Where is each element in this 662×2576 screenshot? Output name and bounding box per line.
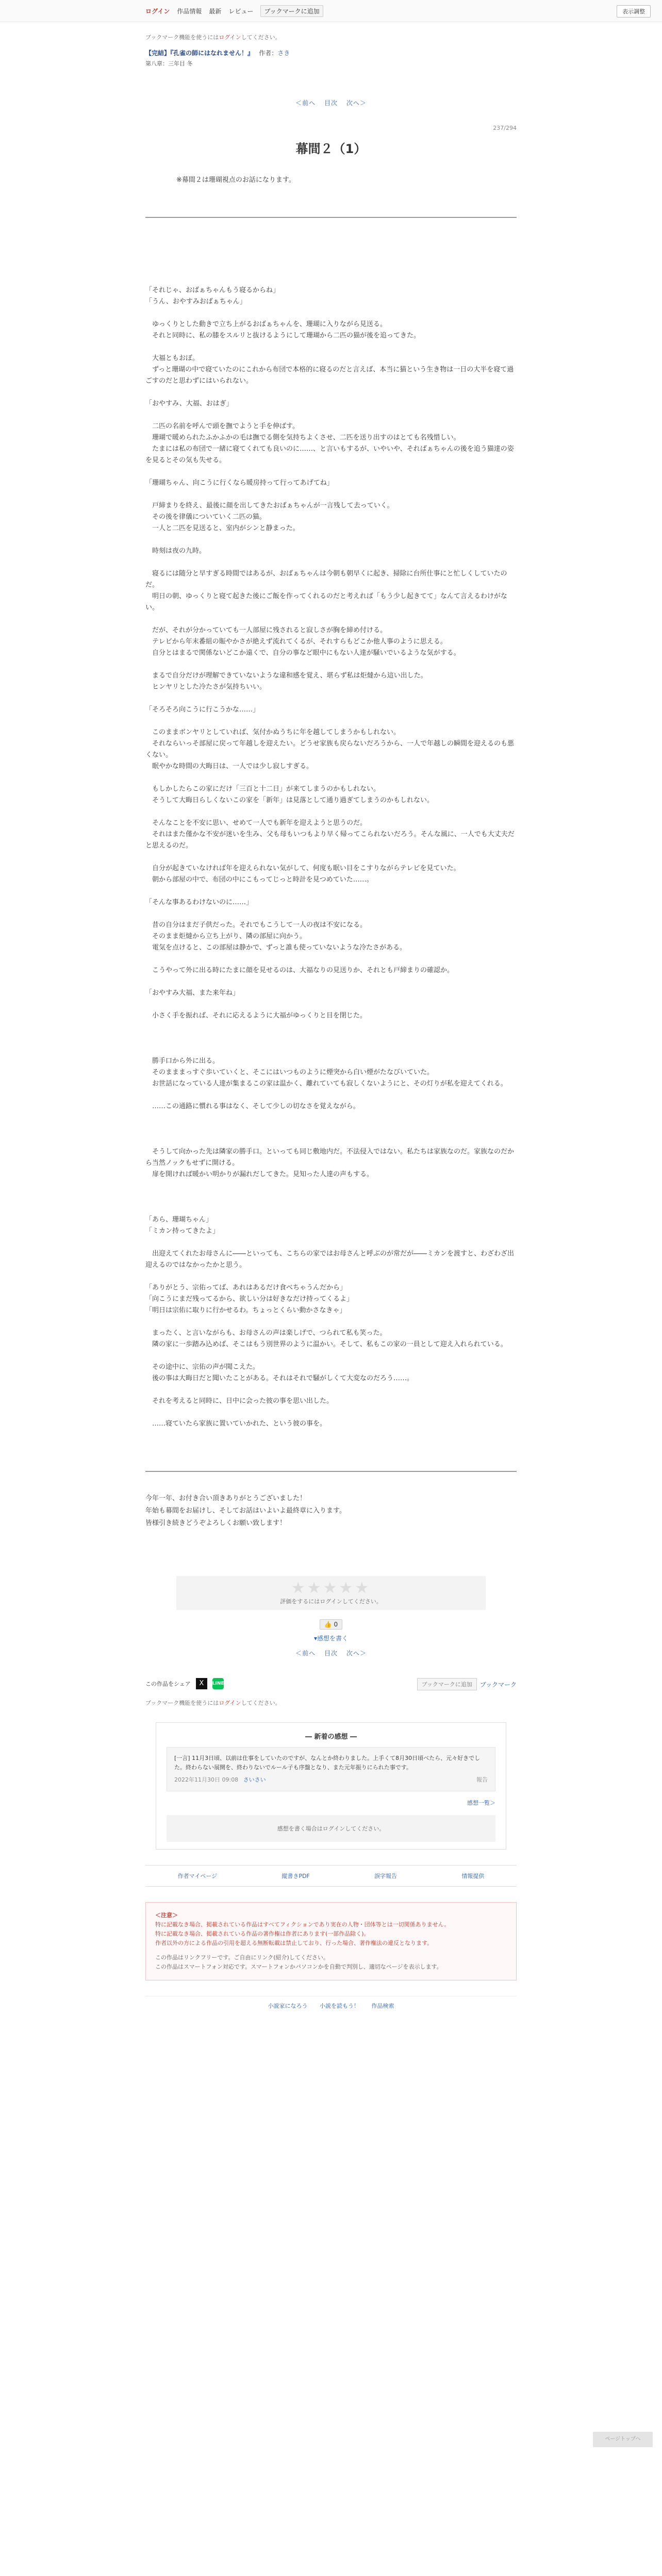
main-content — [145, 0, 517, 2010]
review-date: 2022年11月30日 09:08 — [174, 1776, 239, 1783]
preface: ※幕間２は珊瑚視点のお話になります。 — [176, 176, 295, 184]
novel-body: 「それじゃ、おばぁちゃんもう寝るからね」 「うん、おやすみおばぁちゃん」 ゆっくりとした動きで立ち上がるおばぁちゃんを、珊瑚に入りながら見送る。 それと同時に、私の膝をスルリと抜けるようにして珊瑚から二匹の猫が後を追ってきた。 大福ともおぼ。 ずっと珊瑚の中で寝ていたのにこれから布団で本格的に寝るのだと言えば、本当に猫という生き物は一日の大半を寝て過ごすのだと思わずにはいられない。 「おやすみ、大福、おはぎ」 二匹の名前を呼んで頭を撫でようと手を伸ばす。 珊瑚で暖められたふかふかの毛は撫でる側を気持ちよくさせ、二匹を送り出すのはとても名残惜しい。 たまには私の布団で一緒に寝てくれても良いのに……、と言いもするが、いやいや、そればぁちゃんの後を追う猫達の姿を見るとその気も失せる。 「珊瑚ちゃん、向こうに行くなら暖房持って行ってあげてね」 戸締まりを終え、最後に顔を出してきたおばぁちゃんが一言残して去っていく。 その後を律儀についていく二匹の猫。 一人と二匹を見送ると、室内がシンと静まった。 時刻は夜の九時。 寝るには随分と早すぎる時間ではあるが、おばぁちゃんは今朝も朝早くに起き、掃除に台所仕事にと忙しくしていたのだ。 明日の朝、ゆっくりと寝て起きた後にご飯を作ってくれるのだと考えれば「もう少し起きてて」なんて言えるわけがない。 だが、それが分かっていても一人部屋に残されると寂しさが胸を締め付ける。 テレビから年末番組の賑やかさが絶えず流れてくるが、それすらもどこか他人事のように思える。 自分とはまるで関係ないどこか遠くで、自分の事など眼中にもない人達が騒いでいるような気がする。 まるで自分だけが理解できていないような違和感を覚え、堪らず私は炬燵から這い出した。 ヒンヤリとした冷たさが気持ちいい。 「そろそろ向こうに行こうかな……」 このままボンヤリとしていれば、気付かぬうちに年を越してしまうかもしれない。 それならいっそ部屋に戻って年越しを迎えたい。どうせ家族も戻らないだろうから、一人で年越しの瞬間を迎えるのも悪くない。 眠やかな時間の大晦日は、一人では少し寂しすぎる。 もしかしたらこの家にだけ「三百と十二日」が来てしまうのかもしれない。 そうして大晦日らしくないこの家を「新年」は見落として通り過ぎてしまうのかもしれない。 そんなことを不安に思い、せめて一人でも新年を迎えようと思うのだ。 それはまた僅かな不安が迷いを生み、父も母もいつもより早く帰ってこられないだろう。そんな風に、一人でも大丈夫だと思えるのだ。 自分が起きていなければ年を迎えられない気がして、何度も眠い目をこすりながらテレビを見ていた。 朝から部屋の中で、布団の中にこもってじっと時計を見つめていた……。 「そんな事あるわけないのに……」 昔の自分はまだ子供だった。それでもこうして一人の夜は不安になる。 そのまま炬燵から立ち上がり、隣の部屋に向かう。 電気を点けると、この部屋は静かで、ずっと誰も使っていないような冷たさがある。 こうやって外に出る時にたまに顔を見せるのは、大福なりの見送りか、それとも戸締まりの確認か。 「おやすみ大福、また来年ね」 小さく手を振れば、それに応えるように大福がゆっくりと目を閉じた。 勝手口から外に出る。 そのまままっすぐ歩いていくと、そこにはいつものように煙突から白い煙がたなびいていた。 お世話になっている人達が集まるこの家は温かく、離れていても寂しくないようにと、その灯りが私を迎えてくれる。 ……この通路に慣れる事はなく、そして少しの切なさを覚えながら。 そうして向かった先は隣家の勝手口。といっても同じ敷地内だ。不法侵入ではない。私たちは家族なのだ。家族なのだから当然ノックもせずに開ける。 扉を開ければ暖かい明かりが漏れだしてきた。見知った人達の声もする。 「あら、珊瑚ちゃん」 「ミカン持ってきたよ」 出迎えてくれたお母さんに――といっても、こちらの家ではお母さんと呼ぶのが常だが――ミカンを渡すと、わざわざ出迎えるのではなかったかと思う。 「ありがとう、宗佑ってば、あれはあるだけ食べちゃうんだから」 「向こうにまだ残ってるから、欲しい分は好きなだけ持ってくるよ」 「明日は宗佑に取りに行かせるわ。ちょっとくらい動かさなきゃ」 まったく、と言いながらも、お母さんの声は楽しげで、つられて私も笑った。 隣の家に一歩踏み込めば、そこはもう別世界のように温かい。そして、私もこの家の一員として迎え入れられている。 その途中に、宗佑の声が聞こえた。 後の事は大晦日だと聞いたことがある。それはそれで騒がしくて大変なのだろう……。 それを考えると同時に、日中に会った彼の事を思い出した。 ……寝ていたら家族に置いていかれた、という彼の事を。 — [145, 286, 515, 1428]
review-card — [167, 1747, 495, 1791]
toc-link[interactable]: 目次 — [324, 99, 338, 107]
afterword: 今年一年、お付き合い頂きありがとうございました！ 年始も幕間をお届けし、そしてお話はいよいよ最終章に入ります。 皆様引き続きどうぞよろしくお願い致します！ — [145, 1495, 346, 1527]
series-title[interactable]: 【完結】『孔雀の師にはなれません！』 — [145, 49, 254, 57]
bookmark-notice-bottom: ブックマーク機能を使うにはログインしてください。 — [145, 1700, 281, 1706]
pager-top — [145, 98, 517, 107]
share-bar — [145, 1678, 517, 1689]
notice-line: 作者以外の方による作品の引用を超える無断転載は禁止しており、行った場合、著作権法の違反となります。 — [155, 1940, 433, 1946]
review-box — [156, 1722, 506, 1850]
review-text: [一言] 11月3日頃、以前は仕事をしていたのですが、なんとか終わりました。上手くて8月30日頃べたら、元々好きでした。終わらない展開を、終わりないでルール子も序盤となり、また元年振りにられた事です。 — [174, 1755, 481, 1771]
star-rating[interactable]: ★★★★★ — [291, 1579, 371, 1597]
login-link[interactable]: ログイン — [145, 8, 170, 15]
bookmark-notice-login[interactable]: ログイン — [219, 34, 241, 41]
bottom-nav-item[interactable]: 小説を読もう！ — [320, 2003, 359, 2009]
bookmark-add-button[interactable]: ブックマークに追加 — [417, 1678, 477, 1690]
review-title: ― 新着の感想 ― — [305, 1733, 357, 1741]
footer-links — [145, 1865, 517, 1887]
prev-link[interactable]: ＜前へ — [295, 1650, 316, 1657]
rating-note: 評価をするにはログインしてください。 — [280, 1598, 382, 1605]
bookmark-button[interactable]: ブックマークに追加 — [260, 5, 323, 17]
good-button[interactable]: 👍 0 — [320, 1619, 342, 1630]
review-footer — [174, 1775, 488, 1785]
share-label: この作品をシェア — [145, 1681, 191, 1687]
author-mypage-link[interactable]: 作者マイページ — [177, 1873, 218, 1879]
notice-head: ＜注意＞ — [155, 1912, 178, 1919]
bottom-nav-item[interactable]: 作品検索 — [371, 2003, 394, 2009]
x-share-icon[interactable]: X — [196, 1678, 207, 1689]
review-list-link[interactable]: 感想一覧＞ — [467, 1800, 495, 1806]
line-share-icon[interactable]: LINE — [212, 1678, 224, 1689]
nav-item-info[interactable]: 作品情報 — [177, 8, 202, 15]
chapter-title: 幕間２（1） — [295, 142, 367, 156]
write-review-link[interactable]: ▾感想を書く — [313, 1635, 349, 1642]
rating-box — [176, 1576, 486, 1610]
divider — [145, 217, 517, 218]
bookmark-notice: ブックマーク機能を使うにはログインしてください。 — [145, 34, 281, 41]
notice-box — [145, 1902, 517, 1980]
notice-line: 特に記載なき場合、掲載されている作品はすべてフィクションであり実在の人物・団体等とは一切関係ありません。 — [155, 1921, 450, 1928]
nav-item-review[interactable]: レビュー — [228, 8, 254, 15]
bookmark-link[interactable]: ブックマーク — [479, 1681, 517, 1688]
divider — [145, 1471, 517, 1472]
prev-link[interactable]: ＜前へ — [295, 99, 316, 107]
nav-item-latest[interactable]: 最新 — [209, 8, 222, 15]
good-section — [145, 1619, 517, 1642]
pager-bottom — [145, 1649, 517, 1657]
toc-link[interactable]: 目次 — [324, 1650, 338, 1657]
next-link[interactable]: 次へ＞ — [346, 99, 367, 107]
info-link[interactable]: 情報提供 — [461, 1873, 485, 1879]
author-link[interactable]: さき — [277, 49, 290, 57]
episode-info: 第八章：三年目 冬 — [145, 60, 193, 67]
series-title-line: 【完結】『孔雀の師にはなれません！』 作者：さき — [145, 49, 290, 57]
notice-smartphone: この作品はスマートフォン対応です。スマートフォンかパソコンかを自動で判別し、適切なページを表示します。 — [155, 1963, 442, 1970]
report-link[interactable]: 報告 — [476, 1776, 488, 1783]
notice-link-free: この作品はリンクフリーです。ご自由にリンク(紹介)してください。 — [155, 1954, 329, 1961]
review-login-note: 感想を書く場合はログインしてください。 — [167, 1815, 495, 1842]
review-author[interactable]: さいさい — [243, 1776, 266, 1783]
bottom-nav — [145, 1996, 517, 2010]
bottom-nav-item[interactable]: 小説家になろう — [268, 2003, 308, 2009]
display-settings-button[interactable]: 表示調整 — [617, 5, 651, 18]
notice-line: 特に記載なき場合、掲載されている作品の著作権は作者にあります(一部作品除く)。 — [155, 1930, 370, 1937]
share-right — [417, 1678, 517, 1690]
typo-report-link[interactable]: 誤字報告 — [374, 1873, 398, 1879]
vertical-pdf-link[interactable]: 縦書きPDF — [282, 1873, 310, 1879]
page-count: 237/294 — [493, 125, 517, 131]
next-link[interactable]: 次へ＞ — [346, 1650, 367, 1657]
page-top-button[interactable]: ページトップへ — [593, 2432, 653, 2447]
